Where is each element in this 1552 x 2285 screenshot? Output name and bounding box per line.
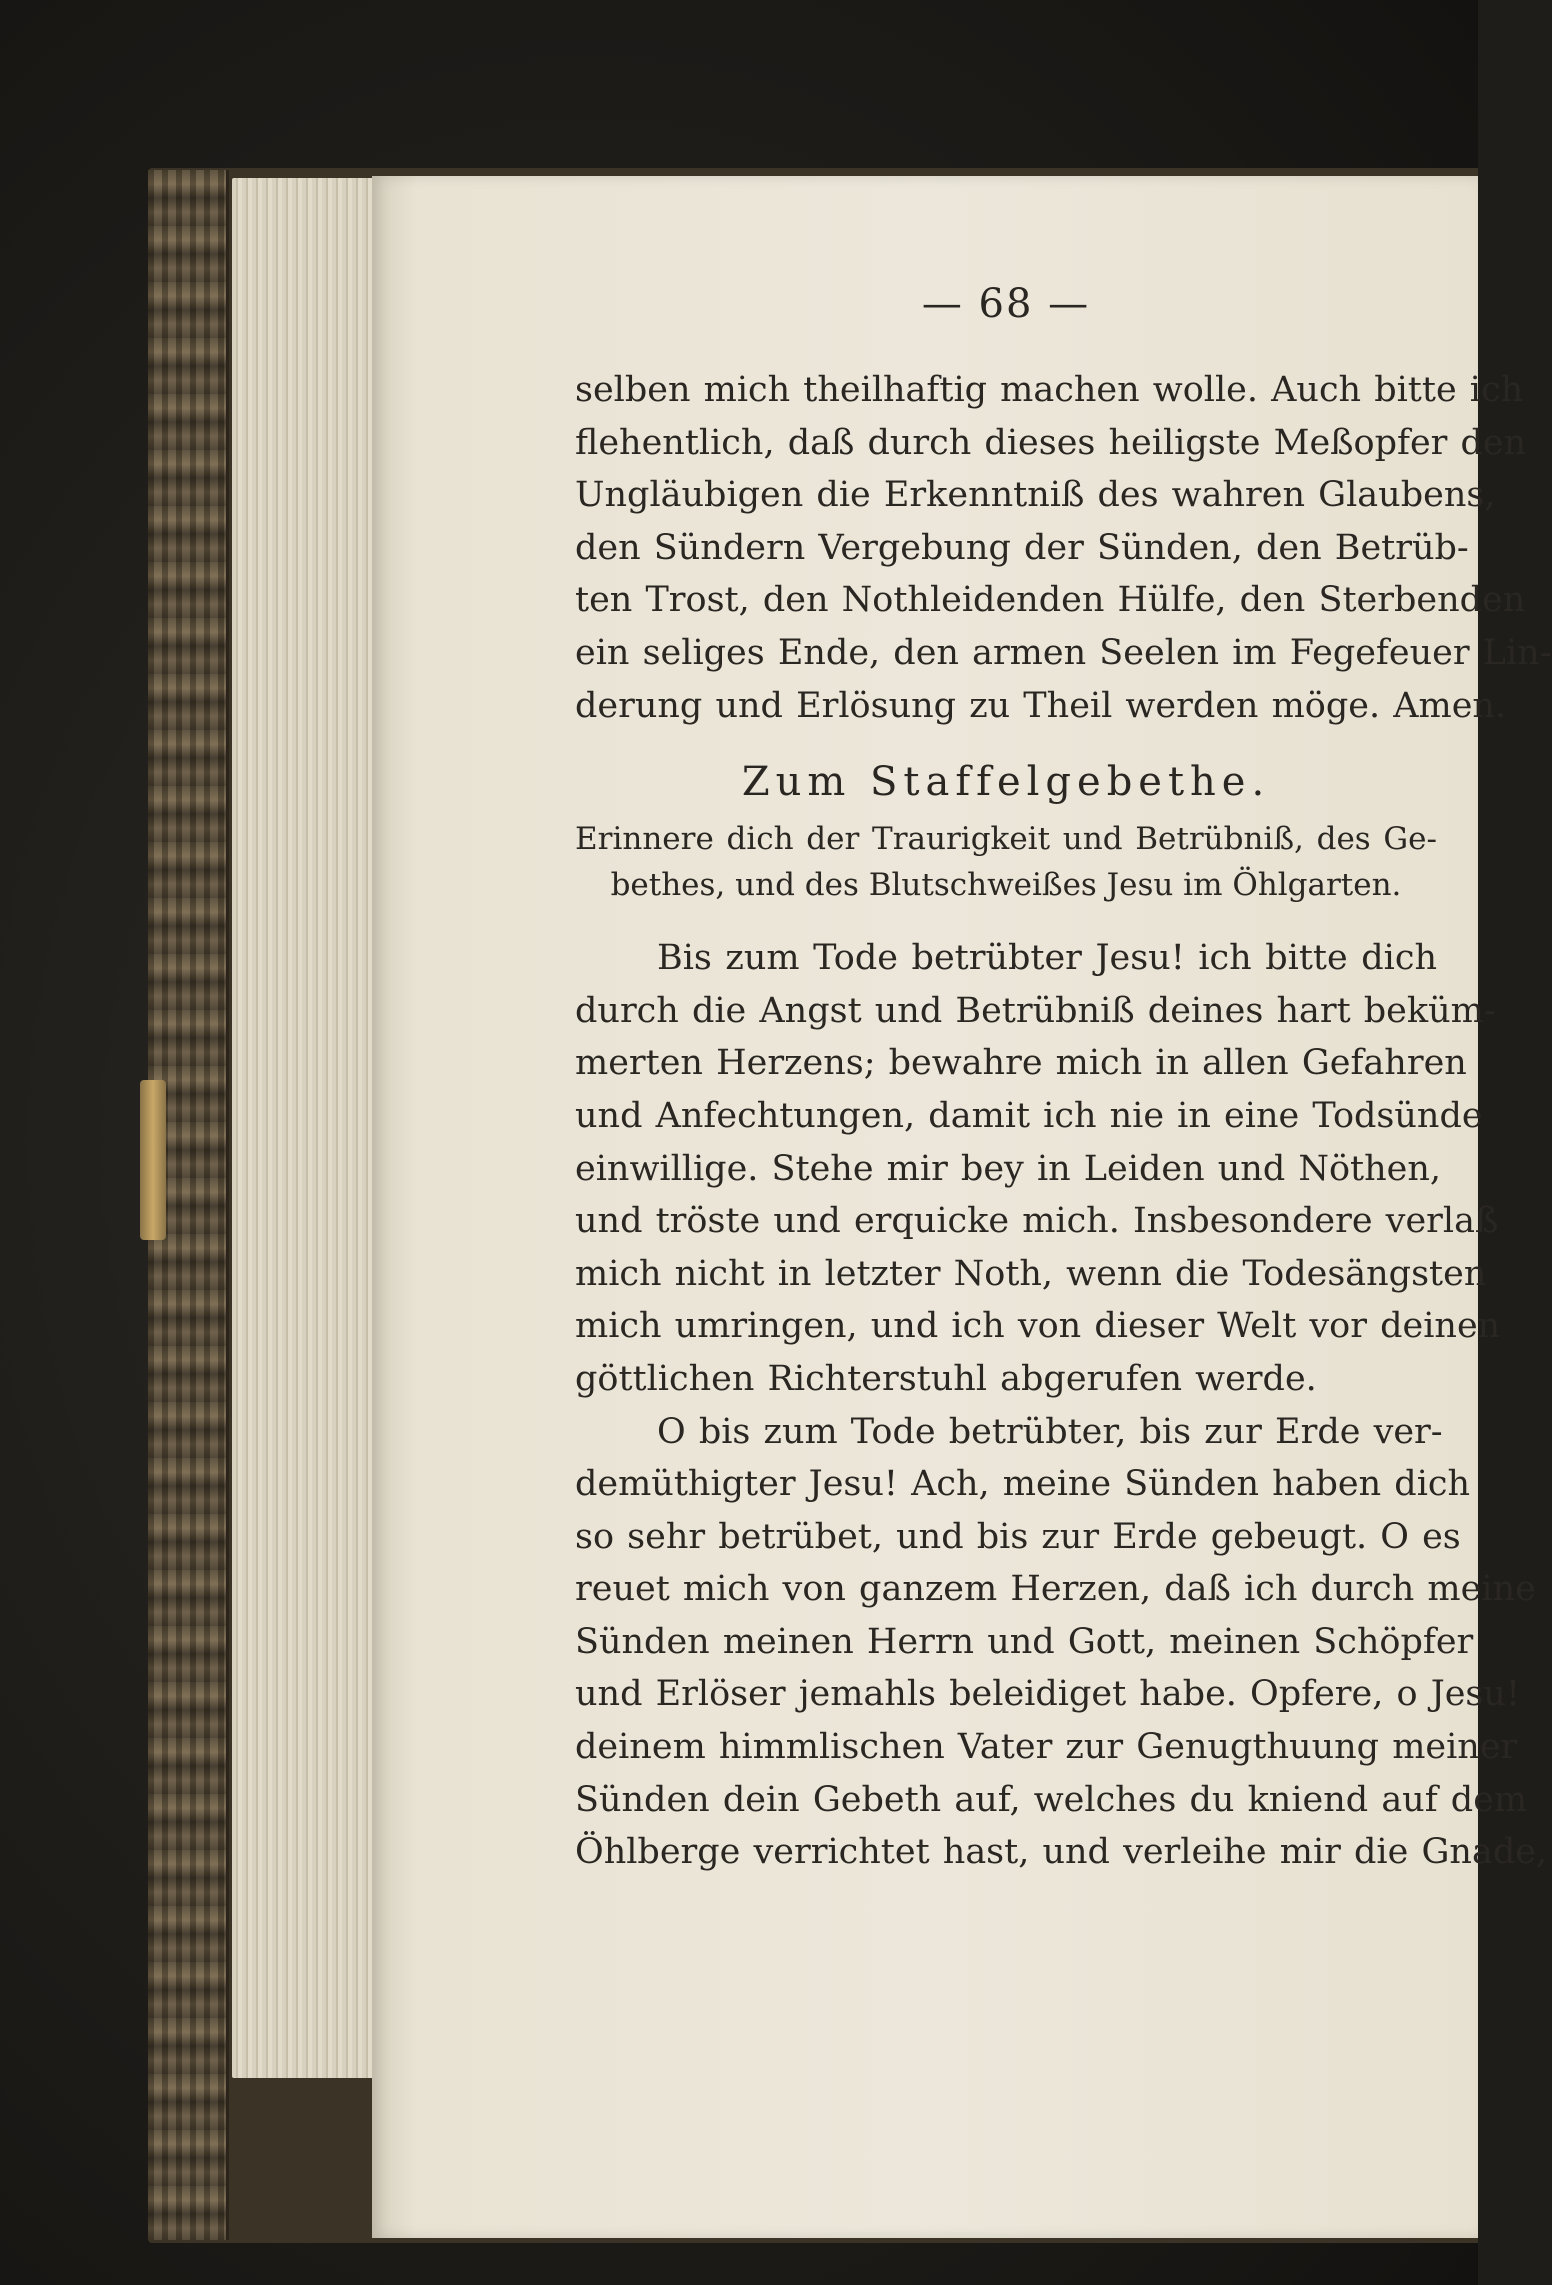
text-line: O bis zum Tode betrübter, bis zur Erde ver- xyxy=(657,1411,1443,1452)
text-line: Ungläubigen die Erkenntniß des wahren Glaubens, xyxy=(575,475,1496,516)
page-edges xyxy=(232,178,382,2078)
text-line: den Sündern Vergebung der Sünden, den Betrüb- xyxy=(575,527,1469,568)
text-line: mich nicht in letzter Noth, wenn die Todesängsten xyxy=(575,1253,1487,1294)
text-line: ten Trost, den Nothleidenden Hülfe, den Sterbenden xyxy=(575,580,1526,621)
text-line: Sünden dein Gebeth auf, welches du kniend auf dem xyxy=(575,1779,1528,1820)
text-line: und Anfechtungen, damit ich nie in eine Todsünde xyxy=(575,1095,1483,1136)
subheading-line: bethes, und des Blutschweißes Jesu im Öhlgarten. xyxy=(610,867,1402,904)
text-line: Öhlberge verrichtet hast, und verleihe mir die Gnade, xyxy=(575,1832,1548,1873)
section-subheading xyxy=(575,816,1437,908)
text-line: und Erlöser jemahls beleidiget habe. Opfere, o Jesu! xyxy=(575,1674,1521,1715)
paragraph-prayer-1 xyxy=(575,932,1501,1405)
page-number: — 68 — xyxy=(921,281,1091,327)
section-heading: Zum Staffelgebethe. xyxy=(741,759,1271,806)
text-line: deinem himmlischen Vater zur Genugthuung meiner xyxy=(575,1727,1518,1768)
text-line: ein seliges Ende, den armen Seelen im Fegefeuer Lin- xyxy=(575,632,1552,673)
text-line: so sehr betrübet, und bis zur Erde gebeugt. O es xyxy=(575,1516,1461,1557)
text-line: flehentlich, daß durch dieses heiligste Meßopfer den xyxy=(575,422,1527,463)
text-line: reuet mich von ganzem Herzen, daß ich durch meine xyxy=(575,1569,1536,1610)
text-line: und tröste und erquicke mich. Insbesondere verlaß xyxy=(575,1201,1499,1242)
text-line: merten Herzens; bewahre mich in allen Gefahren xyxy=(575,1043,1467,1084)
text-line: derung und Erlösung zu Theil werden möge. Amen. xyxy=(575,685,1507,726)
text-line: Sünden meinen Herrn und Gott, meinen Schöpfer xyxy=(575,1621,1474,1662)
book-clasp xyxy=(140,1080,166,1240)
text-line: demüthigter Jesu! Ach, meine Sünden haben dich xyxy=(575,1464,1471,1505)
text-line: einwillige. Stehe mir bey in Leiden und Nöthen, xyxy=(575,1148,1442,1189)
text-line: durch die Angst und Betrübniß deines hart beküm- xyxy=(575,990,1496,1031)
subheading-line: Erinnere dich der Traurigkeit und Betrübniß, des Ge- xyxy=(575,821,1437,858)
paragraph-prayer-2 xyxy=(575,1406,1548,1879)
page-text xyxy=(575,278,1552,1879)
text-line: göttlichen Richterstuhl abgerufen werde. xyxy=(575,1358,1317,1399)
paragraph-continuation xyxy=(575,364,1552,732)
text-line: mich umringen, und ich von dieser Welt vor deinen xyxy=(575,1306,1501,1347)
text-line: selben mich theilhaftig machen wolle. Auch bitte ich xyxy=(575,370,1524,410)
text-line: Bis zum Tode betrübter Jesu! ich bitte dich xyxy=(657,938,1437,979)
